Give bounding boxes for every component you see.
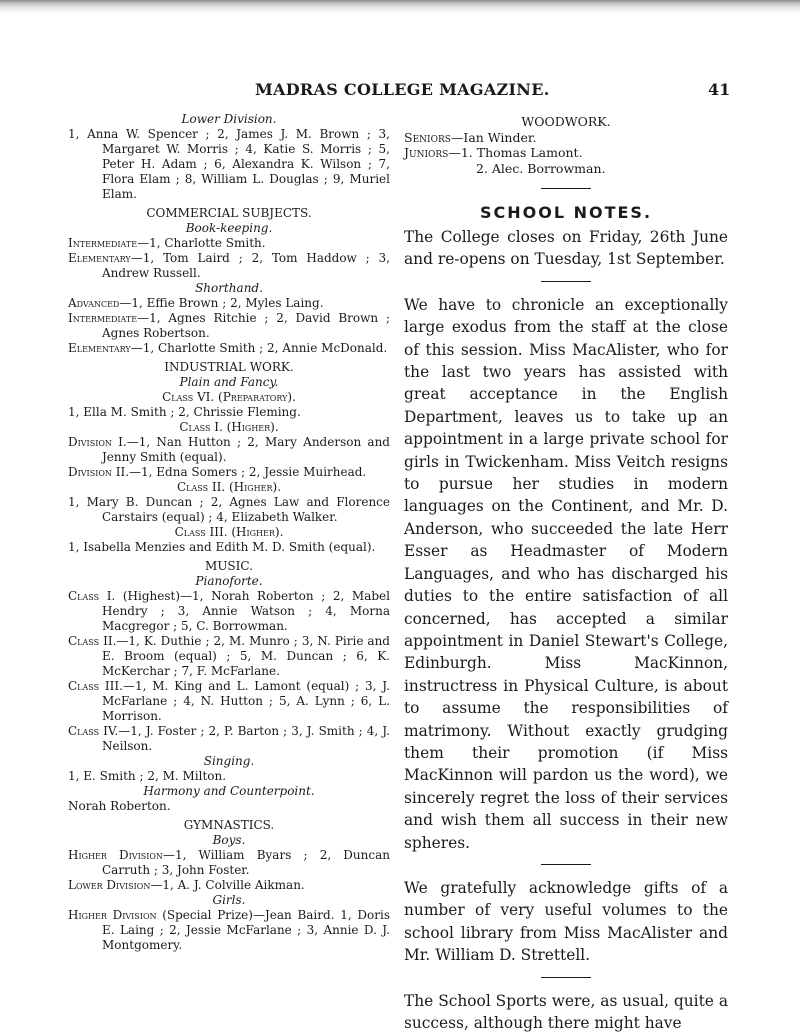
- entry-label: Seniors: [404, 129, 451, 145]
- pianoforte-heading: Pianoforte.: [195, 574, 263, 588]
- plain-fancy-heading: Plain and Fancy.: [179, 375, 279, 389]
- entry-label: Higher Division: [68, 848, 163, 862]
- divider: [541, 864, 591, 865]
- divider: [541, 281, 591, 282]
- note-paragraph: The College closes on Friday, 26th June and re-opens on Tuesday, 1st September.: [404, 228, 728, 269]
- entry-label: Intermediate: [68, 311, 138, 325]
- class-ii-higher-heading: Class II. (Higher).: [176, 480, 282, 494]
- entry-text: —1, Agnes Ritchie ; 2, David Brown ; Agnes Robertson.: [102, 311, 390, 340]
- pianoforte-class-iv: [68, 724, 390, 754]
- entry-text: —1, Tom Laird ; 2, Tom Haddow ; 3, Andrew Russell.: [102, 251, 390, 280]
- entry-text: —1, Charlotte Smith ; 2, Annie McDonald.: [130, 341, 388, 355]
- division-ii-entry: [68, 465, 390, 480]
- class-iii-higher-heading: Class III. (Higher).: [174, 525, 284, 539]
- girls-higher-division: [68, 908, 390, 953]
- school-notes-heading: SCHOOL NOTES.: [479, 203, 653, 222]
- note-paragraph: We gratefully acknowledge gifts of a number of very useful volumes to the school library from Miss MacAlister and Mr. William D. Strettell.: [404, 878, 728, 965]
- commercial-heading: COMMERCIAL SUBJECTS.: [146, 206, 312, 220]
- entry-label: Division I.: [68, 435, 127, 449]
- woodwork-section: [404, 114, 728, 176]
- pianoforte-class-i: [68, 589, 390, 634]
- entry-text: —1, M. King and L. Lamont (equal) ; 3, J. McFarlane ; 4, N. Hutton ; 5, A. Lynn ; 6, L. Morrison.: [102, 679, 390, 723]
- harmony-list: Norah Roberton.: [68, 799, 171, 813]
- shorthand-heading: Shorthand.: [195, 281, 263, 295]
- entry-label: Class III.: [68, 679, 123, 693]
- woodwork-juniors: [404, 145, 728, 161]
- boys-heading: Boys.: [212, 833, 246, 847]
- entry-label: Juniors: [404, 145, 449, 160]
- entry-text: —1. Thomas Lamont.: [448, 145, 583, 160]
- singing-heading: Singing.: [203, 754, 255, 768]
- division-i-entry: [68, 435, 390, 465]
- bookkeeping-elementary: [68, 251, 390, 281]
- scan-edge: [0, 0, 800, 14]
- entry-label: Class IV.: [68, 724, 119, 738]
- harmony-heading: Harmony and Counterpoint.: [143, 784, 315, 798]
- entry-label: Elementary: [68, 251, 131, 265]
- note-paragraph: We have to chronicle an exceptionally large exodus from the staff at the close of this session. Miss MacAlister, who for the last two years has assisted with great acceptance in the English Department, leaves us to take up an appointment in a large private school for girls in Twickenham. Miss Veitch resigns to pursue her studies in modern languages on the Continent, and Mr. D. Anderson, who succeeded the late Herr Esser as Headmaster of Modern Languages, and who has discharged his duties to the entire satisfaction of all concerned, has accepted a similar appointment in Daniel Stewart's College, Edinburgh. Miss MacKinnon, instructress in Physical Culture, is about to assume the responsibilities of matrimony. Without exactly grudging them their promotion (if Miss MacKinnon will pardon us the word), we sincerely regret the loss of their services and wish them all success in their new spheres.: [404, 295, 728, 852]
- class-vi-list: 1, Ella M. Smith ; 2, Chrissie Fleming.: [68, 405, 301, 419]
- boys-lower-division: [68, 878, 390, 893]
- bookkeeping-intermediate: [68, 236, 390, 251]
- entry-label: Elementary: [68, 341, 131, 355]
- page-number: 41: [708, 80, 731, 99]
- page-header: [0, 80, 800, 104]
- left-column: [68, 112, 390, 953]
- entry-text: —1, Effie Brown ; 2, Myles Laing.: [119, 296, 324, 310]
- entry-text: —1, William Byars ; 2, Duncan Carruth ; 3, John Foster.: [102, 848, 390, 877]
- industrial-heading: INDUSTRIAL WORK.: [164, 360, 294, 374]
- woodwork-juniors-2: 2. Alec. Borrowman.: [476, 160, 606, 176]
- bookkeeping-heading: Book-keeping.: [185, 221, 273, 235]
- music-heading: MUSIC.: [205, 559, 253, 573]
- divider: [541, 188, 591, 189]
- entry-label: Advanced: [68, 296, 120, 310]
- gymnastics-heading: GYMNASTICS.: [183, 818, 275, 832]
- right-column: [404, 114, 728, 1034]
- class-iii-higher-list: 1, Isabella Menzies and Edith M. D. Smith (equal).: [68, 540, 376, 554]
- shorthand-advanced: [68, 296, 390, 311]
- note-paragraph: The School Sports were, as usual, quite a success, although there might have: [404, 991, 728, 1032]
- pianoforte-class-ii: [68, 634, 390, 679]
- shorthand-elementary: [68, 341, 390, 356]
- entry-label: Class I.: [68, 589, 116, 603]
- entry-label: Intermediate: [68, 236, 138, 250]
- girls-heading: Girls.: [212, 893, 246, 907]
- shorthand-intermediate: [68, 311, 390, 341]
- entry-label: Lower Division: [68, 878, 151, 892]
- entry-text: —1, K. Duthie ; 2, M. Munro ; 3, N. Pirie and E. Broom (equal) ; 5, M. Duncan ; 6, K. McKerchar ; 7, F. McFarlane.: [102, 634, 390, 678]
- entry-text: —1, Edna Somers ; 2, Jessie Muirhead.: [129, 465, 367, 479]
- entry-label: Class II.: [68, 634, 117, 648]
- entry-text: —1, Charlotte Smith.: [137, 236, 266, 250]
- entry-text: —Ian Winder.: [450, 129, 537, 145]
- divider: [541, 977, 591, 978]
- entry-text: (Special Prize)—Jean Baird. 1, Doris E. Laing ; 2, Jessie McFarlane ; 3, Annie D. J. Montgomery.: [102, 908, 390, 952]
- class-vi-heading: Class VI. (Preparatory).: [162, 390, 296, 404]
- entry-text: —1, Nan Hutton ; 2, Mary Anderson and Jenny Smith (equal).: [102, 435, 390, 464]
- singing-list: 1, E. Smith ; 2, M. Milton.: [68, 769, 227, 783]
- lower-division-heading: Lower Division.: [181, 112, 277, 126]
- lower-division-list: 1, Anna W. Spencer ; 2, James J. M. Brown ; 3, Margaret W. Morris ; 4, Katie S. Morris ; 5, Peter H. Adam ; 6, Alexandra K. Wilson ; 7, Flora Elam ; 8, William L. Douglas ; 9, Muriel Elam.: [68, 127, 390, 201]
- class-i-higher-heading: Class I. (Higher).: [179, 420, 279, 434]
- magazine-title: MADRAS COLLEGE MAGAZINE.: [255, 80, 550, 99]
- entry-text: —1, J. Foster ; 2, P. Barton ; 3, J. Smith ; 4, J. Neilson.: [102, 724, 390, 753]
- entry-label: Division II.: [68, 465, 130, 479]
- class-ii-higher-list: 1, Mary B. Duncan ; 2, Agnes Law and Florence Carstairs (equal) ; 4, Elizabeth Walker.: [68, 495, 390, 524]
- woodwork-seniors: [404, 130, 728, 146]
- entry-text: —1, A. J. Colville Aikman.: [150, 878, 305, 892]
- pianoforte-class-iii: [68, 679, 390, 724]
- entry-text: (Highest)—1, Norah Roberton ; 2, Mabel Hendry ; 3, Annie Watson ; 4, Morna Macgregor ; 5, C. Borrowman.: [102, 589, 390, 633]
- entry-label: Higher Division: [68, 908, 157, 922]
- woodwork-heading: WOODWORK.: [521, 114, 611, 129]
- boys-higher-division: [68, 848, 390, 878]
